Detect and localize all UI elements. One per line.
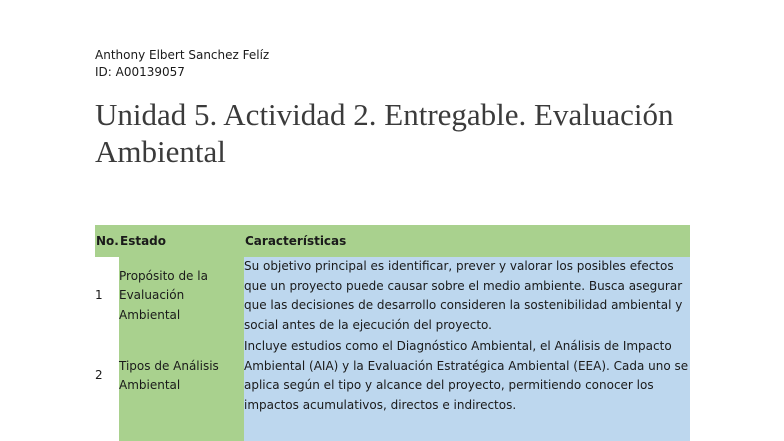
row-estado: Tipos de Análisis Ambiental	[119, 335, 244, 417]
row-estado	[119, 417, 244, 441]
table-row	[95, 417, 690, 441]
evaluation-table	[95, 225, 690, 441]
author-block	[95, 47, 269, 81]
row-number: 1	[95, 288, 103, 303]
table-header-row	[95, 225, 690, 257]
row-number: 2	[95, 368, 103, 383]
header-estado: Estado	[119, 225, 244, 257]
row-caracteristicas	[244, 417, 690, 441]
row-caracteristicas: Incluye estudios como el Diagnóstico Ambiental, el Análisis de Impacto Ambiental (AIA) y la Evaluación Estratégica Ambiental (EEA). Cada uno se aplica según el tipo y alcance del proyecto, permitiendo conocer los impactos acumulativos, directos e indirectos.	[244, 335, 690, 417]
row-estado: Propósito de la Evaluación Ambiental	[119, 257, 244, 335]
document-title: Unidad 5. Actividad 2. Entregable. Evaluación Ambiental	[95, 97, 674, 169]
author-name: Anthony Elbert Sanchez Felíz	[95, 48, 270, 62]
header-caracteristicas: Características	[244, 225, 690, 257]
header-no: No.	[95, 225, 119, 257]
table-row	[95, 335, 690, 417]
student-id: ID: A00139057	[95, 65, 185, 79]
table-row	[95, 257, 690, 335]
row-caracteristicas: Su objetivo principal es identificar, prever y valorar los posibles efectos que un proyecto puede causar sobre el medio ambiente. Busca asegurar que las decisiones de desarrollo consideren la sostenibilidad ambiental y social antes de la ejecución del proyecto.	[244, 257, 690, 335]
row-number	[95, 417, 119, 441]
